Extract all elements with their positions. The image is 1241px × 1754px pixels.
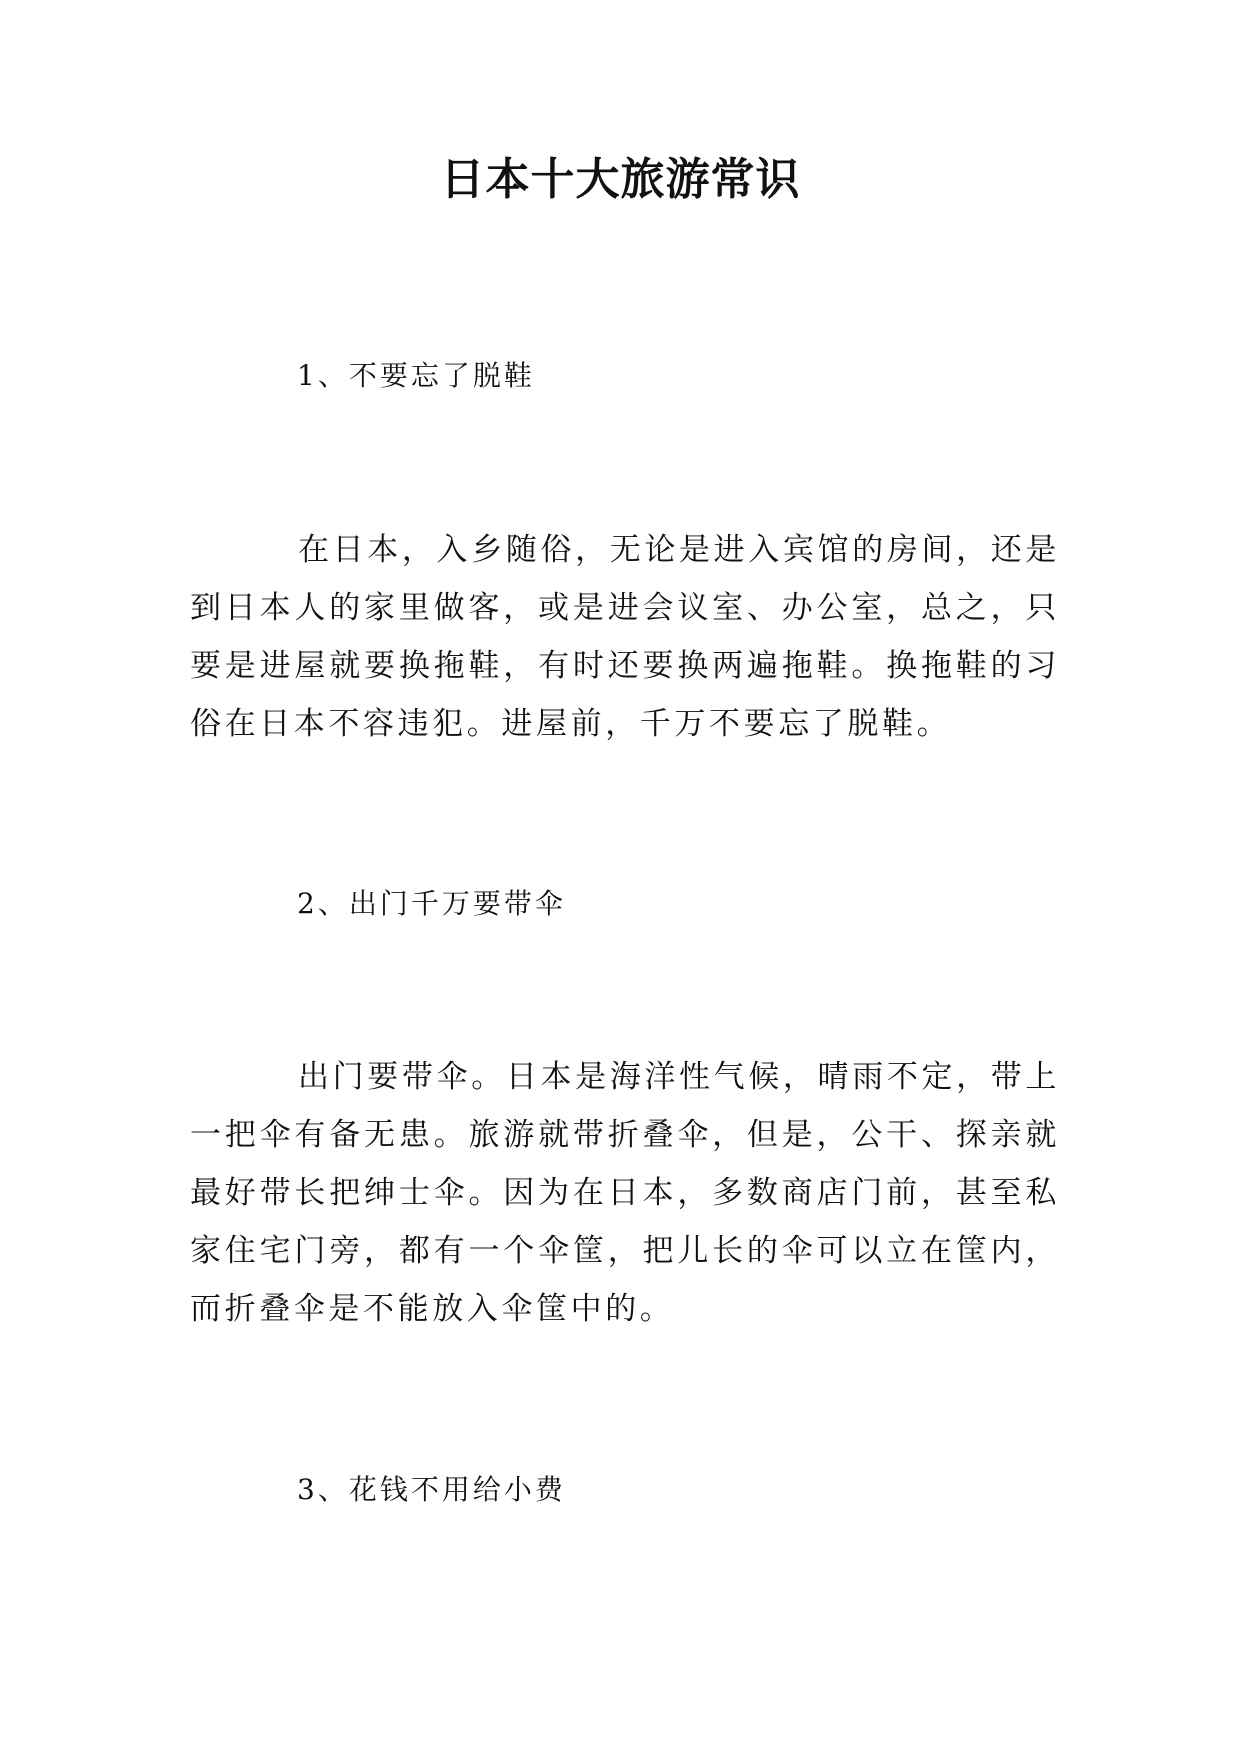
section-heading-1: 1、不要忘了脱鞋 bbox=[297, 359, 535, 392]
section-heading-3: 3、花钱不用给小费 bbox=[297, 1473, 566, 1506]
section-paragraph-1: 在日本，入乡随俗，无论是进入宾馆的房间，还是到日本人的家里做客，或是进会议室、办公室，总之，只要是进屋就要换拖鞋，有时还要换两遍拖鞋。换拖鞋的习俗在日本不容违犯。进屋前，千万不要忘了脱鞋。 bbox=[190, 532, 1060, 742]
section-heading-2: 2、出门千万要带伞 bbox=[297, 887, 566, 920]
document-title: 日本十大旅游常识 bbox=[440, 154, 801, 205]
section-paragraph-2: 出门要带伞。日本是海洋性气候，晴雨不定，带上一把伞有备无患。旅游就带折叠伞，但是，公干、探亲就最好带长把绅士伞。因为在日本，多数商店门前，甚至私家住宅门旁，都有一个伞筐，把儿长的伞可以立在筐内，而折叠伞是不能放入伞筐中的。 bbox=[190, 1059, 1060, 1327]
